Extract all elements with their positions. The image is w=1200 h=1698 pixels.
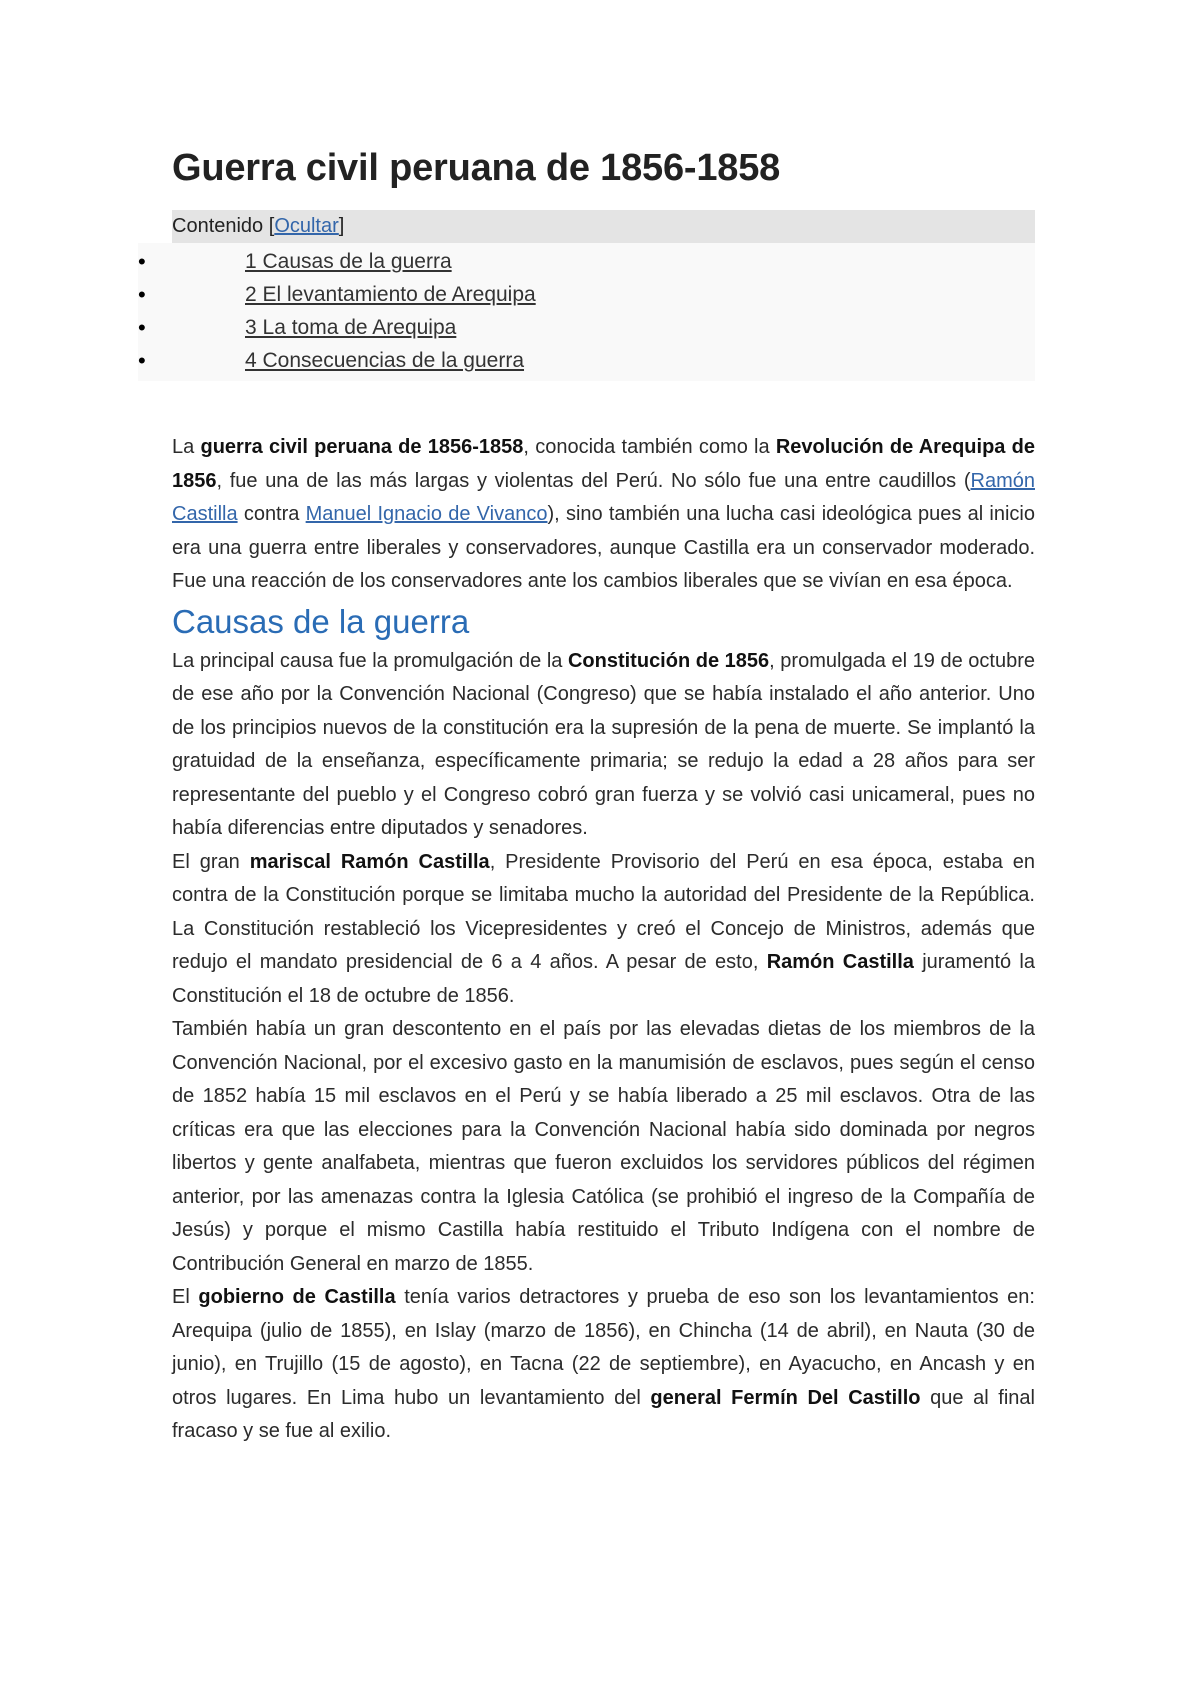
bold-term: guerra civil peruana de 1856-1858: [200, 436, 524, 458]
page-title: Guerra civil peruana de 1856-1858: [172, 147, 781, 189]
toc-label: Contenido: [172, 215, 264, 237]
toc-header: [172, 210, 1035, 243]
paragraph: El gobierno de Castilla tenía varios detractores y prueba de eso son los levantamientos en: Arequipa (julio de 1855), en Islay (marzo de 1856), en Chincha (14 de abril), en Nauta (30 de junio), en Trujillo (15 de agosto), en Tacna (22 de septiembre), en Ayacucho, en Ancash y en otros lugares. En Lima hubo un levantamiento del general Fermín Del Castillo que al final fracaso y se fue al exilio.: [172, 1286, 1035, 1442]
toc-bracket-close: ]: [338, 215, 345, 237]
toc-link-causas[interactable]: 1 Causas de la guerra: [245, 250, 452, 273]
paragraph: El gran mariscal Ramón Castilla, Presidente Provisorio del Perú en esa época, estaba en contra de la Constitución porque se limitaba mucho la autoridad del Presidente de la República. La Constitución restableció los Vicepresidentes y creó el Concejo de Ministros, además que redujo el mandato presidencial de 6 a 4 años. A pesar de esto, Ramón Castilla juramentó la Constitución el 18 de octubre de 1856.: [172, 850, 1035, 1007]
bold-term: Constitución de 1856: [567, 649, 770, 672]
bullet-icon: •: [138, 282, 146, 307]
toc-list: [138, 243, 1035, 381]
toc-bracket-open: [: [268, 215, 275, 237]
intro-paragraph: La guerra civil peruana de 1856-1858, conocida también como la Revolución de Arequipa de 1856, fue una de las más largas y violentas del Perú. No sólo fue una entre caudillos (Ramón Castilla contra Manuel Ignacio de Vivanco), sino también una lucha casi ideológica pues al inicio era una guerra entre liberales y conservadores, aunque Castilla era un conservador moderado. Fue una reacción de los conservadores ante los cambios liberales que se vivían en esa época.: [172, 436, 1035, 592]
toc-item: [138, 278, 1035, 311]
toc-item: [138, 311, 1035, 344]
link-manuel-vivanco[interactable]: Manuel Ignacio de Vivanco: [305, 503, 548, 525]
bold-term: gobierno de Castilla: [198, 1286, 396, 1308]
bold-term: Ramón Castilla: [766, 951, 914, 973]
toc-item: [138, 245, 1035, 278]
paragraph: La principal causa fue la promulgación de la Constitución de 1856, promulgada el 19 de octubre de ese año por la Convención Nacional (Congreso) que se había instalado el año anterior. Uno de los principios nuevos de la constitución era la supresión de la pena de muerte. Se implantó la gratuidad de la enseñanza, específicamente primaria; se redujo la edad a 28 años para ser representante del pueblo y el Congreso cobró gran fuerza y se volvió casi unicameral, pues no había diferencias entre diputados y senadores.: [172, 649, 1036, 839]
toc-toggle-link[interactable]: Ocultar: [274, 215, 339, 237]
article-content: [138, 138, 1036, 1449]
toc-link-toma[interactable]: 3 La toma de Arequipa: [245, 316, 457, 339]
link-ramon-castilla[interactable]: Ramón Castilla: [172, 469, 1035, 525]
bullet-icon: •: [138, 348, 146, 373]
bold-term: general Fermín Del Castillo: [650, 1386, 921, 1409]
paragraph: También había un gran descontento en el país por las elevadas dietas de los miembros de la Convención Nacional, por el excesivo gasto en la manumisión de esclavos, pues según el censo de 1852 había 15 mil esclavos en el Perú y se había liberado a 25 mil esclavos. Otra de las críticas era que las elecciones para la Convención Nacional había sido dominada por negros libertos y gente analfabeta, mientras que fueron excluidos los servidores públicos del régimen anterior, por las amenazas contra la Iglesia Católica (se prohibió el ingreso de la Compañía de Jesús) y porque el mismo Castilla había restituido el Tributo Indígena con el nombre de Contribución General en marzo de 1855.: [172, 1018, 1035, 1275]
toc-link-levantamiento[interactable]: 2 El levantamiento de Arequipa: [245, 283, 536, 306]
bold-term: mariscal Ramón Castilla: [249, 850, 490, 873]
bullet-icon: •: [138, 315, 146, 340]
toc-item: [138, 344, 1035, 377]
section-heading-causas: Causas de la guerra: [172, 602, 470, 640]
bullet-icon: •: [138, 249, 146, 274]
bold-term: Revolución de Arequipa de 1856: [172, 436, 1035, 492]
toc-link-consecuencias[interactable]: 4 Consecuencias de la guerra: [245, 349, 525, 372]
